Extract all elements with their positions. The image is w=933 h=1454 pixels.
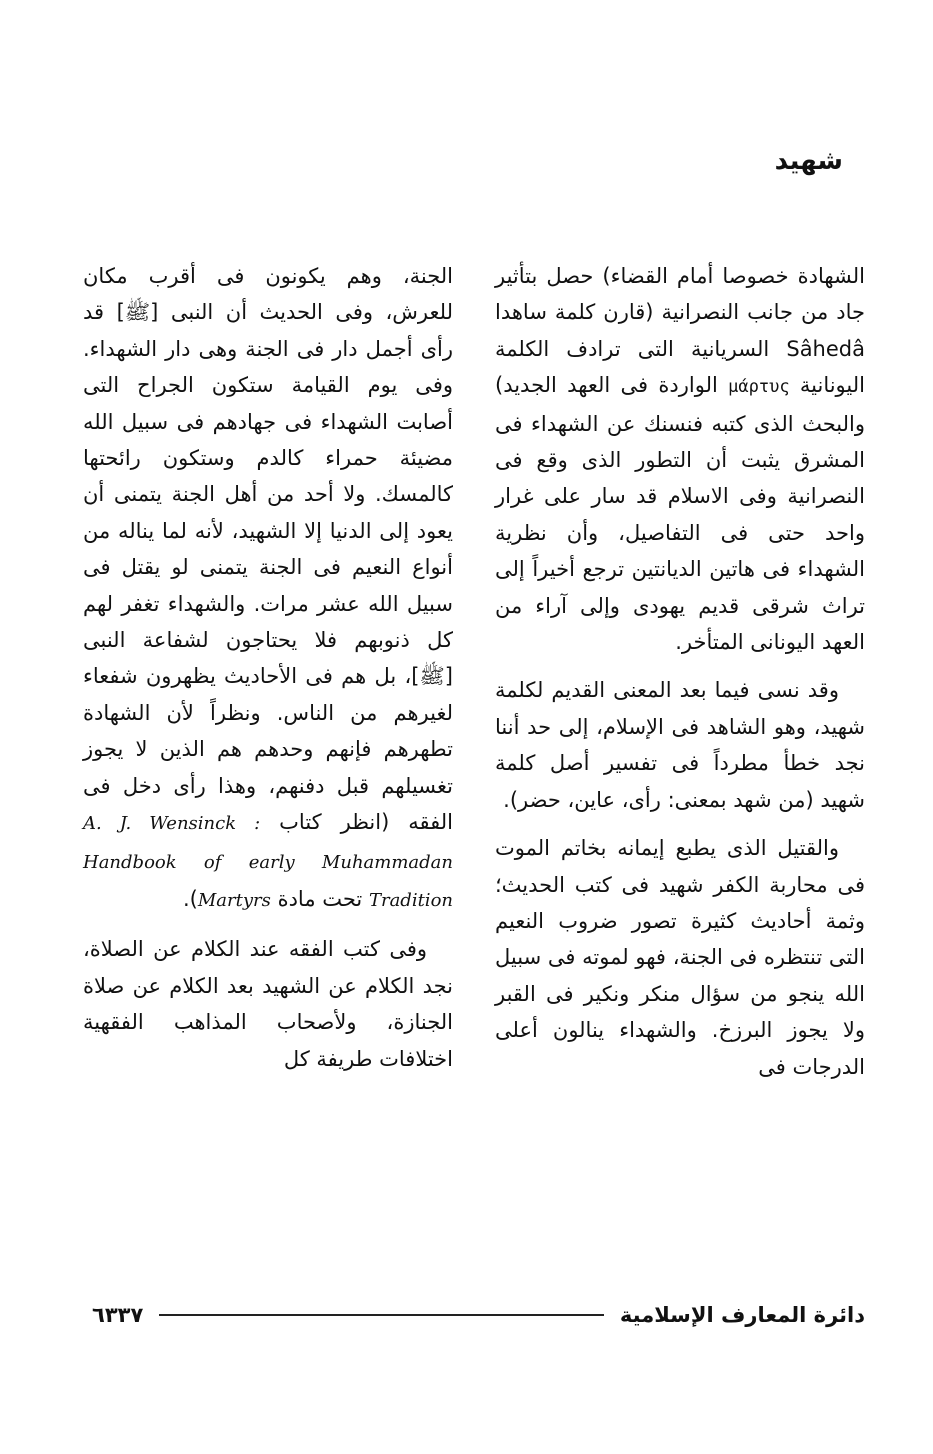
reference-title: Handbook of early Muhammadan Tradition (83, 851, 453, 911)
paragraph-text: قد رأى أجمل دار فى الجنة وهى دار الشهداء. وفى يوم القيامة ستكون الجراح التى أصابت الشهداء فى جهادهم فى سبيل الله مضيئة حمراء كالدم وستكون رائحتها كالمسك. ولا أحد من أهل الجنة يتمنى أن يعود إلى الدنيا إلا الشهيد، لأنه لما يناله من أنواع النعيم فى الجنة يتمنى لو يقتل فى سبيل الله عشر مرات. والشهداء تغفر لهم كل ذنوبهم فلا يحتاجون لشفاعة النبى (83, 300, 453, 653)
greek-word: μάρτυς (728, 377, 790, 398)
reference-close: ). (182, 886, 198, 911)
paragraph-text: ، بل هم فى الأحاديث يظهرون شفعاء لغيرهم من الناس. ونظراً لأن الشهادة تطهرهم فإنهم وحدهم هم الذين لا يجوز تغسيلهم قبل دفنهم، وهذا رأى دخل فى الفقه (انظر كتاب (83, 664, 453, 835)
paragraph: وفى كتب الفقه عند الكلام عن الصلاة، نجد الكلام عن الشهيد بعد الكلام عن صلاة الجنازة، ولأصحاب المذاهب الفقهية اختلافات طريفة كل (83, 937, 453, 1071)
paragraph-text: الجنة، وهم يكونون فى أقرب مكان للعرش، وفى الحديث أن النبى (83, 264, 453, 325)
page-footer (92, 1300, 865, 1330)
footer-rule (159, 1314, 604, 1316)
reference-tail: تحت مادة (277, 886, 363, 911)
paragraph: وقد نسى فيما بعد المعنى القديم لكلمة شهيد، وهو الشاهد فى الإسلام، إلى حد أننا نجد خطأ مطرداً فى تفسير أصل كلمة شهيد (من شهد بمعنى: رأى، عاين، حضر). (495, 678, 865, 812)
salawat-mark: [ﷺ] (116, 300, 159, 325)
running-head: شهيد (774, 146, 843, 176)
right-column (495, 258, 865, 1085)
salawat-mark: [ﷺ] (411, 664, 453, 689)
footer-title: دائرة المعارف الإسلامية (619, 1303, 865, 1327)
paragraph-text: الواردة فى العهد الجديد) والبحث الذى كتبه فنسنك عن الشهداء فى المشرق يثبت أن التطور الذى وقع فى النصرانية وفى الاسلام قد سار على غرار واحد حتى فى التفاصيل، وأن نظرية الشهداء فى هاتين الديانتين ترجع أخيراً إلى تراث شرقى قديم يهودى وإلى آراء من العهد اليونانى المتأخر. (495, 373, 865, 655)
page-number: ٦٣٣٧ (92, 1303, 144, 1327)
reference-entry: Martyrs (197, 889, 271, 911)
paragraph (495, 258, 865, 660)
paragraph: والقتيل الذى يطبع إيمانه بخاتم الموت فى محاربة الكفر شهيد فى كتب الحديث؛ وثمة أحاديث كثيرة تصور ضروب النعيم التى تنتظره فى الجنة، فهو لموته فى سبيل الله ينجو من سؤال منكر ونكير فى القبر ولا يجوز البرزخ. والشهداء ينالون أعلى الدرجات فى (495, 836, 865, 1079)
paragraph (83, 258, 453, 919)
paragraph-text: الشهادة خصوصا أمام القضاء) حصل بتأثير جاد من جانب النصرانية (قارن كلمة ساهدا Sâhedâ السريانية التى ترادف الكلمة اليونانية (495, 264, 865, 398)
left-column (83, 258, 453, 1077)
reference-author: A. J. Wensinck : (83, 813, 261, 835)
